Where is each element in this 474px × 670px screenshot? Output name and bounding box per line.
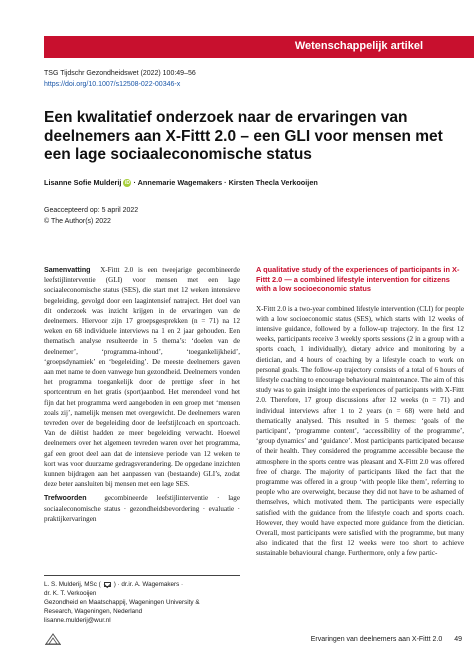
footnote-affiliation: Gezondheid en Maatschappij, Wageningen University & xyxy=(44,599,200,606)
journal-citation: TSG Tijdschr Gezondheidswet (2022) 100:49–56 xyxy=(44,70,196,77)
abstract-label: Samenvatting xyxy=(44,266,91,274)
footnote-author-1: L. S. Mulderij, MSc ( xyxy=(44,581,101,588)
mail-icon[interactable] xyxy=(104,582,111,587)
section-banner xyxy=(44,36,461,58)
copyright: © The Author(s) 2022 xyxy=(44,217,111,225)
abstract-column xyxy=(44,265,240,524)
english-abstract-column xyxy=(256,265,464,559)
accepted-date: Geaccepteerd op: 5 april 2022 xyxy=(44,207,139,214)
acceptance-info xyxy=(44,206,138,227)
footnote-email[interactable]: lisanne.mulderij@wur.nl xyxy=(44,617,111,624)
english-abstract-text: X-Fittt 2.0 is a two-year combined lifestyle intervention (CLI) for people with a low socioeconomic status (SES), which starts with 12 weeks of intensive guidance, followed by a follow-up trajectory. In the first 12 weeks, participants receive 3 weekly sports sessions (2 in a group with a sports coach, 1 individually), dietary advice and monitoring by a dietician, and 4 hours of coaching by a lifestyle coach to work on personal goals. The follow-up trajectory consists of a total of 6 hours of lifestyle coaching to encourage behavioural maintenance. The aim of this study was to gain insight into the experiences of participants with X-Fittt 2.0. Therefore, 17 group discussions after 12 weeks (n = 71) and individual interviews after 1 to 2 years (n = 68) were held and thematically analysed. This resulted in 5 themes: ‘goals of the participant’, ‘programme content’, ‘accessibility of the programme’, ‘group dynamics’ and ‘guidance’. Most participants participated because of their health. They considered the programme accessible because the atmosphere in the sports centre was pleasant and X-Fittt 2.0 was offered free of charge. The majority of participants liked the fact that the programme was offered in a group ‘with people like them’, referring to people who are overweight, because they did not have to be ashamed of themselves, which motivated them. The participants were especially satisfied with the guidance from the lifestyle coach and sports coach. However, they would have expected more guidance from the dietician. Overall, most participants were satisfied with the programme, but many also indicated that the first 12 weeks were too short to achieve sustainable behavioural change. Furthermore, only a few partic- xyxy=(256,304,464,558)
abstract xyxy=(44,265,240,489)
keywords xyxy=(44,493,240,524)
english-title: A qualitative study of the experiences of participants in X-Fittt 2.0 — a combined lifestyle intervention for citizens with a low socioeconomic status xyxy=(256,265,460,293)
edge-tab xyxy=(461,36,474,58)
running-title: Ervaringen van deelnemers aan X-Fittt 2.0 xyxy=(310,636,443,643)
doi-link[interactable]: https://doi.org/10.1007/s12508-022-00346-x xyxy=(44,80,181,88)
keywords-label: Trefwoorden xyxy=(44,494,87,503)
author-list xyxy=(44,178,318,187)
keywords-text: gecombineerde leefstijlinterventie · lage sociaaleconomische status · gezondheidsbevordering · evaluatie · praktijkervaringen xyxy=(44,494,241,523)
article-title: Een kwalitatief onderzoek naar de ervaringen van deelnemers aan X-Fittt 2.0 – een GLI voor mensen met een lage sociaaleconomische status xyxy=(44,109,443,163)
footnote-author-3: dr. K. T. Verkooijen xyxy=(44,590,97,597)
abstract-text: X-Fittt 2.0 is een tweejarige gecombineerde leefstijlinterventie (GLI) voor mensen met een lage sociaaleconomische status (SES), die start met 12 weken intensieve begeleiding, gevolgd door een laagintensief natraject. Het doel van dit onderzoek was inzicht krijgen in de ervaringen van de deelnemers. Hiervoor zijn 17 groepsgesprekken (n = 71) na 12 weken en 68 individuele interviews na 1 en 2 jaar gehouden. Een thematisch analyse resulteerde in 5 thema’s: ‘doelen van de deelnemer’, ‘programma-inhoud’, ‘toegankelijkheid’, ‘groepsdynamiek’ en ‘begeleiding’. De meeste deelnemers gaven aan met name te doen vanwege hun gezondheid. Deelnemers vonden het programma toegankelijk door de prettige sfeer in het sportcentrum en het gratis (sport)aanbod. Het merendeel vond het fijn dat het programma werd aangeboden in een groep met ‘mensen zoals zij’, namelijk mensen met overgewicht. De deelnemers waren tevreden over de begeleiding door de leefstijlcoach en sportcoach. Van de diëtist hadden ze meer begeleiding verwacht. Hoewel deelnemers over het algemeen tevreden waren over het programma, gaf een groot deel aan dat de intensieve periode van 12 weken te kort was voor duurzame gedragsverandering. De opgedane inzichten kunnen bijdragen aan het aanpassen van (bestaande) GLI’s, zodat deze beter aansluiten bij mensen met een lage SES. xyxy=(44,266,240,489)
orcid-icon[interactable]: iD xyxy=(124,179,130,186)
springer-logo xyxy=(44,632,62,646)
footnote-location: Research, Wageningen, Nederland xyxy=(44,608,143,615)
co-authors[interactable]: · Annemarie Wagemakers · Kirsten Thecla Verkooijen xyxy=(133,178,318,187)
article-meta xyxy=(44,69,196,90)
footnote-author-2: ) · dr.ir. A. Wagemakers · xyxy=(113,581,184,588)
author-footnote xyxy=(44,575,240,625)
section-label: Wetenschappelijk artikel xyxy=(294,40,423,52)
page-number: 49 xyxy=(454,636,462,643)
page-footer xyxy=(311,636,462,643)
author-name[interactable]: Lisanne Sofie Mulderij xyxy=(44,178,122,187)
